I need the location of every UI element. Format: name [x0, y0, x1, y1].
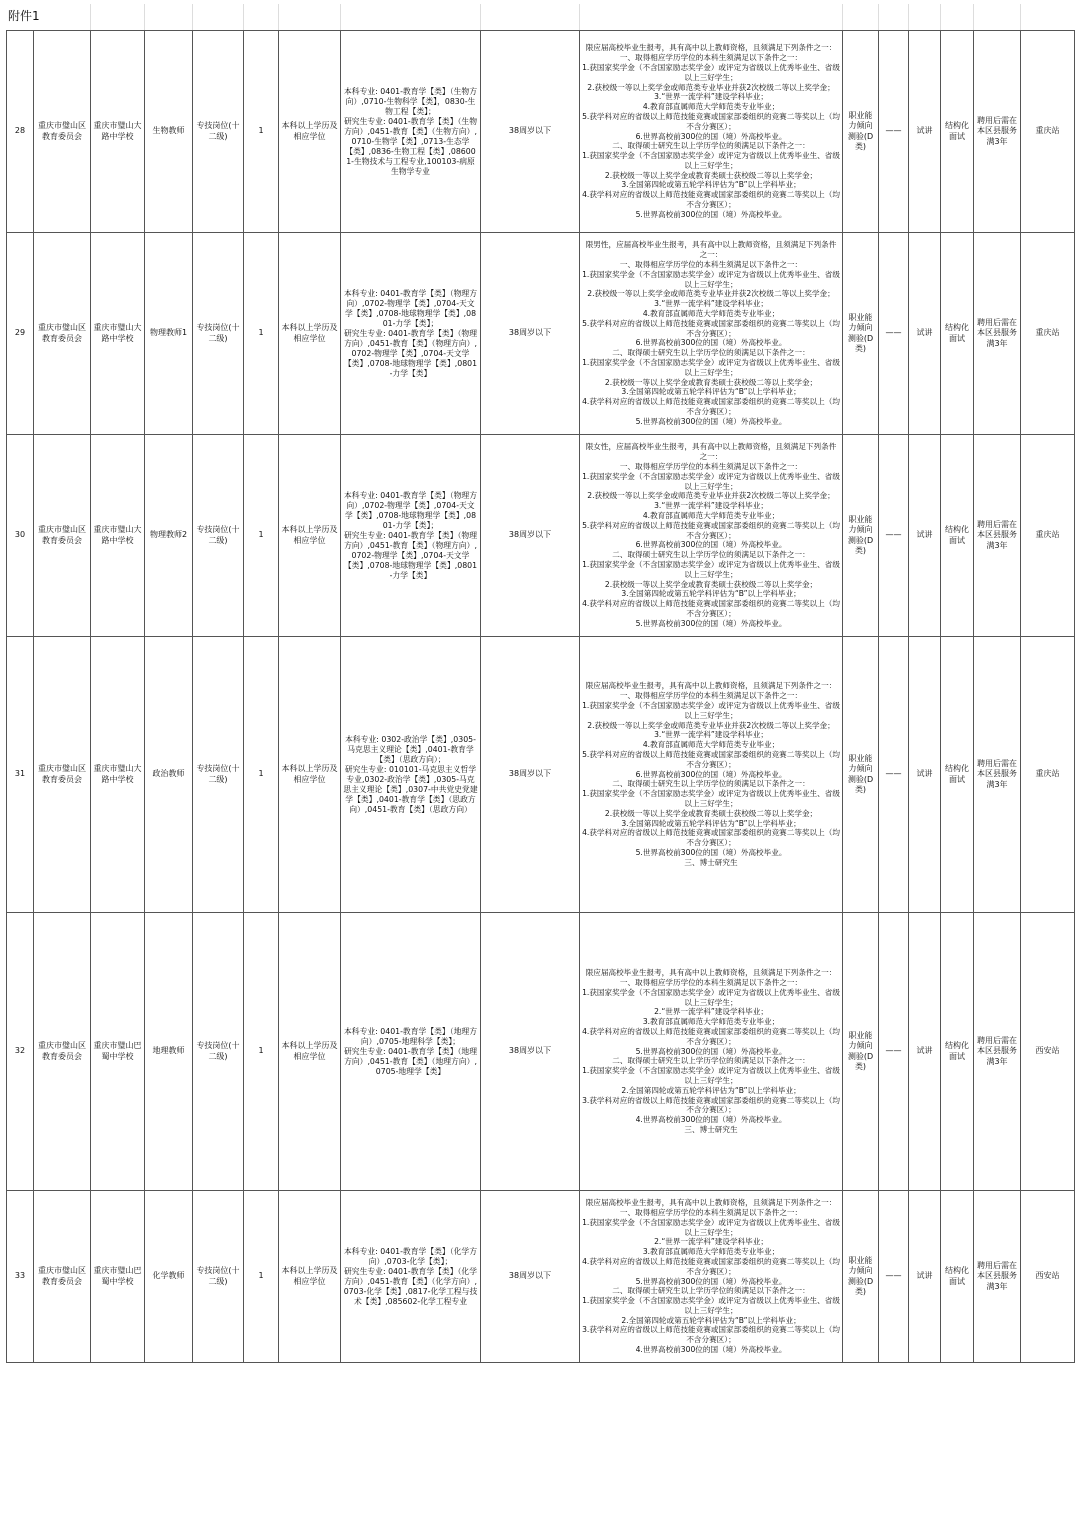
service-term-cell: 聘用后需在本区县服务满3年	[974, 233, 1021, 435]
table-row	[7, 435, 1075, 637]
headcount-cell: 1	[244, 31, 279, 233]
education-cell: 本科以上学历及相应学位	[279, 435, 341, 637]
table-row	[7, 913, 1075, 1191]
written-exam-cell: 职业能力倾向测验(D类)	[843, 913, 879, 1191]
requirements-cell: 限男性，应届高校毕业生报考，具有高中以上教师资格，且须满足下列条件之一： 一、取得相应学历学位的本科生须满足以下条件之一： 1.获国家奖学金（不含国家励志奖学金）或评定为省级以上优秀毕业生、省级以上三好学生； 2.获校级一等以上奖学金或师范类专业毕业并获2次校级二等以上奖学金； 3.“世界一流学科”建设学科毕业； 4.教育部直属师范大学师范类专业毕业； 5.获学科对应的省级以上师范技能竞赛或国家部委组织的竞赛二等奖以上（均不含分赛区）； 6.世界高校前300位的国（境）外高校毕业。 二、取得硕士研究生以上学历学位的须满足以下条件之一： 1.获国家奖学金（不含国家励志奖学金）或评定为省级以上优秀毕业生、省级以上三好学生； 2.获校级一等以上奖学金或教育类硕士获校级二等以上奖学金； 3.全国第四轮或第五轮学科评估为“B”以上学科毕业； 4.获学科对应的省级以上师范技能竞赛或国家部委组织的竞赛二等奖以上（均不含分赛区）； 5.世界高校前300位的国（境）外高校毕业。	[580, 233, 843, 435]
table-body	[7, 31, 1075, 1363]
post-name-cell: 地理教师	[145, 913, 193, 1191]
exam-station-cell: 重庆站	[1021, 435, 1075, 637]
row-number-cell: 32	[7, 913, 34, 1191]
requirements-cell: 限应届高校毕业生报考，具有高中以上教师资格，且须满足下列条件之一： 一、取得相应学历学位的本科生须满足以下条件之一： 1.获国家奖学金（不含国家励志奖学金）或评定为省级以上优秀毕业生、省级以上三好学生； 2.“世界一流学科”建设学科毕业； 3.教育部直属师范大学师范类专业毕业； 4.获学科对应的省级以上师范技能竞赛或国家部委组织的竞赛二等奖以上（均不含分赛区）； 5.世界高校前300位的国（境）外高校毕业。 二、取得硕士研究生以上学历学位的须满足以下条件之一： 1.获国家奖学金（不含国家励志奖学金）或评定为省级以上优秀毕业生、省级以上三好学生； 2.全国第四轮或第五轮学科评估为“B”以上学科毕业； 3.获学科对应的省级以上师范技能竞赛或国家部委组织的竞赛二等奖以上（均不含分赛区）； 4.世界高校前300位的国（境）外高校毕业。	[580, 1191, 843, 1363]
post-type-cell: 专技岗位(十二级)	[193, 31, 244, 233]
headcount-cell: 1	[244, 435, 279, 637]
department-cell: 重庆市璧山区教育委员会	[34, 913, 91, 1191]
department-cell: 重庆市璧山区教育委员会	[34, 31, 91, 233]
spreadsheet-page	[6, 0, 1074, 1363]
skill-test-cell: ——	[879, 1191, 909, 1363]
education-cell: 本科以上学历及相应学位	[279, 31, 341, 233]
service-term-cell: 聘用后需在本区县服务满3年	[974, 1191, 1021, 1363]
interview-cell: 结构化面试	[941, 233, 974, 435]
trial-lecture-cell: 试讲	[909, 435, 941, 637]
unit-cell: 重庆市璧山大路中学校	[91, 233, 145, 435]
unit-cell: 重庆市璧山大路中学校	[91, 435, 145, 637]
service-term-cell: 聘用后需在本区县服务满3年	[974, 913, 1021, 1191]
age-cell: 38周岁以下	[481, 435, 580, 637]
headcount-cell: 1	[244, 637, 279, 913]
post-type-cell: 专技岗位(十二级)	[193, 435, 244, 637]
interview-cell: 结构化面试	[941, 435, 974, 637]
post-type-cell: 专技岗位(十二级)	[193, 637, 244, 913]
row-number-cell: 31	[7, 637, 34, 913]
service-term-cell: 聘用后需在本区县服务满3年	[974, 637, 1021, 913]
skill-test-cell: ——	[879, 637, 909, 913]
row-number-cell: 28	[7, 31, 34, 233]
education-cell: 本科以上学历及相应学位	[279, 1191, 341, 1363]
row-number-cell: 33	[7, 1191, 34, 1363]
age-cell: 38周岁以下	[481, 637, 580, 913]
table-row	[7, 233, 1075, 435]
major-cell: 本科专业: 0302-政治学【类】,0305-马克思主义理论【类】,0401-教育学【类】（思政方向）； 研究生专业: 010101-马克思主义哲学专业,0302-政治学【类】,0305-马克思主义理论【类】,0307-中共党史党建学【类】,0401-教育学【类】（思政方向）,0451-教育【类】（思政方向）	[341, 637, 481, 913]
row-number-cell: 30	[7, 435, 34, 637]
department-cell: 重庆市璧山区教育委员会	[34, 435, 91, 637]
table-row	[7, 31, 1075, 233]
post-name-cell: 政治教师	[145, 637, 193, 913]
trial-lecture-cell: 试讲	[909, 913, 941, 1191]
major-cell: 本科专业: 0401-教育学【类】（物理方向）,0702-物理学【类】,0704-天文学【类】,0708-地球物理学【类】,0801-力学【类】； 研究生专业: 0401-教育学【类】（物理方向）,0451-教育【类】（物理方向）,0702-物理学【类】,0704-天文学【类】,0708-地球物理学【类】,0801-力学【类】	[341, 435, 481, 637]
department-cell: 重庆市璧山区教育委员会	[34, 637, 91, 913]
headcount-cell: 1	[244, 913, 279, 1191]
interview-cell: 结构化面试	[941, 637, 974, 913]
annex-header-row	[6, 0, 1074, 30]
trial-lecture-cell: 试讲	[909, 31, 941, 233]
post-name-cell: 化学教师	[145, 1191, 193, 1363]
interview-cell: 结构化面试	[941, 1191, 974, 1363]
exam-station-cell: 重庆站	[1021, 31, 1075, 233]
major-cell: 本科专业: 0401-教育学【类】（物理方向）,0702-物理学【类】,0704-天文学【类】,0708-地球物理学【类】,0801-力学【类】； 研究生专业: 0401-教育学【类】（物理方向）,0451-教育【类】（物理方向）,0702-物理学【类】,0704-天文学【类】,0708-地球物理学【类】,0801-力学【类】	[341, 233, 481, 435]
exam-station-cell: 重庆站	[1021, 637, 1075, 913]
skill-test-cell: ——	[879, 233, 909, 435]
trial-lecture-cell: 试讲	[909, 1191, 941, 1363]
unit-cell: 重庆市璧山大路中学校	[91, 31, 145, 233]
requirements-cell: 限应届高校毕业生报考，具有高中以上教师资格，且须满足下列条件之一： 一、取得相应学历学位的本科生须满足以下条件之一： 1.获国家奖学金（不含国家励志奖学金）或评定为省级以上优秀毕业生、省级以上三好学生； 2.获校级一等以上奖学金或师范类专业毕业并获2次校级二等以上奖学金； 3.“世界一流学科”建设学科毕业； 4.教育部直属师范大学师范类专业毕业； 5.获学科对应的省级以上师范技能竞赛或国家部委组织的竞赛二等奖以上（均不含分赛区）； 6.世界高校前300位的国（境）外高校毕业。 二、取得硕士研究生以上学历学位的须满足以下条件之一： 1.获国家奖学金（不含国家励志奖学金）或评定为省级以上优秀毕业生、省级以上三好学生； 2.获校级一等以上奖学金或教育类硕士获校级二等以上奖学金； 3.全国第四轮或第五轮学科评估为“B”以上学科毕业； 4.获学科对应的省级以上师范技能竞赛或国家部委组织的竞赛二等奖以上（均不含分赛区）； 5.世界高校前300位的国（境）外高校毕业。	[580, 31, 843, 233]
exam-station-cell: 西安站	[1021, 1191, 1075, 1363]
headcount-cell: 1	[244, 1191, 279, 1363]
skill-test-cell: ——	[879, 435, 909, 637]
trial-lecture-cell: 试讲	[909, 233, 941, 435]
major-cell: 本科专业: 0401-教育学【类】（地理方向）,0705-地理科学【类】； 研究生专业: 0401-教育学【类】（地理方向）,0451-教育【类】（地理方向）,0705-地理学【类】	[341, 913, 481, 1191]
headcount-cell: 1	[244, 233, 279, 435]
education-cell: 本科以上学历及相应学位	[279, 913, 341, 1191]
age-cell: 38周岁以下	[481, 913, 580, 1191]
service-term-cell: 聘用后需在本区县服务满3年	[974, 435, 1021, 637]
annex-label: 附件1	[8, 8, 40, 23]
table-row	[7, 637, 1075, 913]
interview-cell: 结构化面试	[941, 913, 974, 1191]
written-exam-cell: 职业能力倾向测验(D类)	[843, 1191, 879, 1363]
recruitment-table	[6, 30, 1075, 1363]
unit-cell: 重庆市璧山巴蜀中学校	[91, 913, 145, 1191]
post-name-cell: 物理教师2	[145, 435, 193, 637]
requirements-cell: 限女性，应届高校毕业生报考，具有高中以上教师资格，且须满足下列条件之一： 一、取得相应学历学位的本科生须满足以下条件之一： 1.获国家奖学金（不含国家励志奖学金）或评定为省级以上优秀毕业生、省级以上三好学生； 2.获校级一等以上奖学金或师范类专业毕业并获2次校级二等以上奖学金； 3.“世界一流学科”建设学科毕业； 4.教育部直属师范大学师范类专业毕业； 5.获学科对应的省级以上师范技能竞赛或国家部委组织的竞赛二等奖以上（均不含分赛区）； 6.世界高校前300位的国（境）外高校毕业。 二、取得硕士研究生以上学历学位的须满足以下条件之一： 1.获国家奖学金（不含国家励志奖学金）或评定为省级以上优秀毕业生、省级以上三好学生； 2.获校级一等以上奖学金或教育类硕士获校级二等以上奖学金； 3.全国第四轮或第五轮学科评估为“B”以上学科毕业； 4.获学科对应的省级以上师范技能竞赛或国家部委组织的竞赛二等奖以上（均不含分赛区）； 5.世界高校前300位的国（境）外高校毕业。	[580, 435, 843, 637]
post-name-cell: 物理教师1	[145, 233, 193, 435]
interview-cell: 结构化面试	[941, 31, 974, 233]
post-type-cell: 专技岗位(十二级)	[193, 233, 244, 435]
unit-cell: 重庆市璧山巴蜀中学校	[91, 1191, 145, 1363]
trial-lecture-cell: 试讲	[909, 637, 941, 913]
requirements-cell: 限应届高校毕业生报考，具有高中以上教师资格，且须满足下列条件之一： 一、取得相应学历学位的本科生须满足以下条件之一： 1.获国家奖学金（不含国家励志奖学金）或评定为省级以上优秀毕业生、省级以上三好学生； 2.“世界一流学科”建设学科毕业； 3.教育部直属师范大学师范类专业毕业； 4.获学科对应的省级以上师范技能竞赛或国家部委组织的竞赛二等奖以上（均不含分赛区）； 5.世界高校前300位的国（境）外高校毕业。 二、取得硕士研究生以上学历学位的须满足以下条件之一： 1.获国家奖学金（不含国家励志奖学金）或评定为省级以上优秀毕业生、省级以上三好学生； 2.全国第四轮或第五轮学科评估为“B”以上学科毕业； 3.获学科对应的省级以上师范技能竞赛或国家部委组织的竞赛二等奖以上（均不含分赛区）； 4.世界高校前300位的国（境）外高校毕业。 三、博士研究生	[580, 913, 843, 1191]
row-number-cell: 29	[7, 233, 34, 435]
service-term-cell: 聘用后需在本区县服务满3年	[974, 31, 1021, 233]
age-cell: 38周岁以下	[481, 31, 580, 233]
exam-station-cell: 西安站	[1021, 913, 1075, 1191]
major-cell: 本科专业: 0401-教育学【类】（化学方向）,0703-化学【类】； 研究生专业: 0401-教育学【类】（化学方向）,0451-教育【类】（化学方向）,0703-化学【类】,0817-化学工程与技术【类】,085602-化学工程专业	[341, 1191, 481, 1363]
requirements-cell: 限应届高校毕业生报考，具有高中以上教师资格，且须满足下列条件之一： 一、取得相应学历学位的本科生须满足以下条件之一： 1.获国家奖学金（不含国家励志奖学金）或评定为省级以上优秀毕业生、省级以上三好学生； 2.获校级一等以上奖学金或师范类专业毕业并获2次校级二等以上奖学金； 3.“世界一流学科”建设学科毕业； 4.教育部直属师范大学师范类专业毕业； 5.获学科对应的省级以上师范技能竞赛或国家部委组织的竞赛二等奖以上（均不含分赛区）； 6.世界高校前300位的国（境）外高校毕业。 二、取得硕士研究生以上学历学位的须满足以下条件之一： 1.获国家奖学金（不含国家励志奖学金）或评定为省级以上优秀毕业生、省级以上三好学生； 2.获校级一等以上奖学金或教育类硕士获校级二等以上奖学金； 3.全国第四轮或第五轮学科评估为“B”以上学科毕业； 4.获学科对应的省级以上师范技能竞赛或国家部委组织的竞赛二等奖以上（均不含分赛区）； 5.世界高校前300位的国（境）外高校毕业。 三、博士研究生	[580, 637, 843, 913]
exam-station-cell: 重庆站	[1021, 233, 1075, 435]
major-cell: 本科专业: 0401-教育学【类】（生物方向）,0710-生物科学【类】，0830-生物工程【类】； 研究生专业: 0401-教育学【类】（生物方向）,0451-教育【类】（生物方向）,0710-生物学【类】,0713-生态学【类】,0836-生物工程【类】,086001-生物技术与工程专业,100103-病原生物学专业	[341, 31, 481, 233]
post-type-cell: 专技岗位(十二级)	[193, 913, 244, 1191]
unit-cell: 重庆市璧山大路中学校	[91, 637, 145, 913]
written-exam-cell: 职业能力倾向测验(D类)	[843, 435, 879, 637]
post-type-cell: 专技岗位(十二级)	[193, 1191, 244, 1363]
department-cell: 重庆市璧山区教育委员会	[34, 233, 91, 435]
skill-test-cell: ——	[879, 913, 909, 1191]
education-cell: 本科以上学历及相应学位	[279, 637, 341, 913]
education-cell: 本科以上学历及相应学位	[279, 233, 341, 435]
age-cell: 38周岁以下	[481, 233, 580, 435]
department-cell: 重庆市璧山区教育委员会	[34, 1191, 91, 1363]
written-exam-cell: 职业能力倾向测验(D类)	[843, 233, 879, 435]
post-name-cell: 生物教师	[145, 31, 193, 233]
skill-test-cell: ——	[879, 31, 909, 233]
written-exam-cell: 职业能力倾向测验(D类)	[843, 637, 879, 913]
age-cell: 38周岁以下	[481, 1191, 580, 1363]
written-exam-cell: 职业能力倾向测验(D类)	[843, 31, 879, 233]
table-row	[7, 1191, 1075, 1363]
